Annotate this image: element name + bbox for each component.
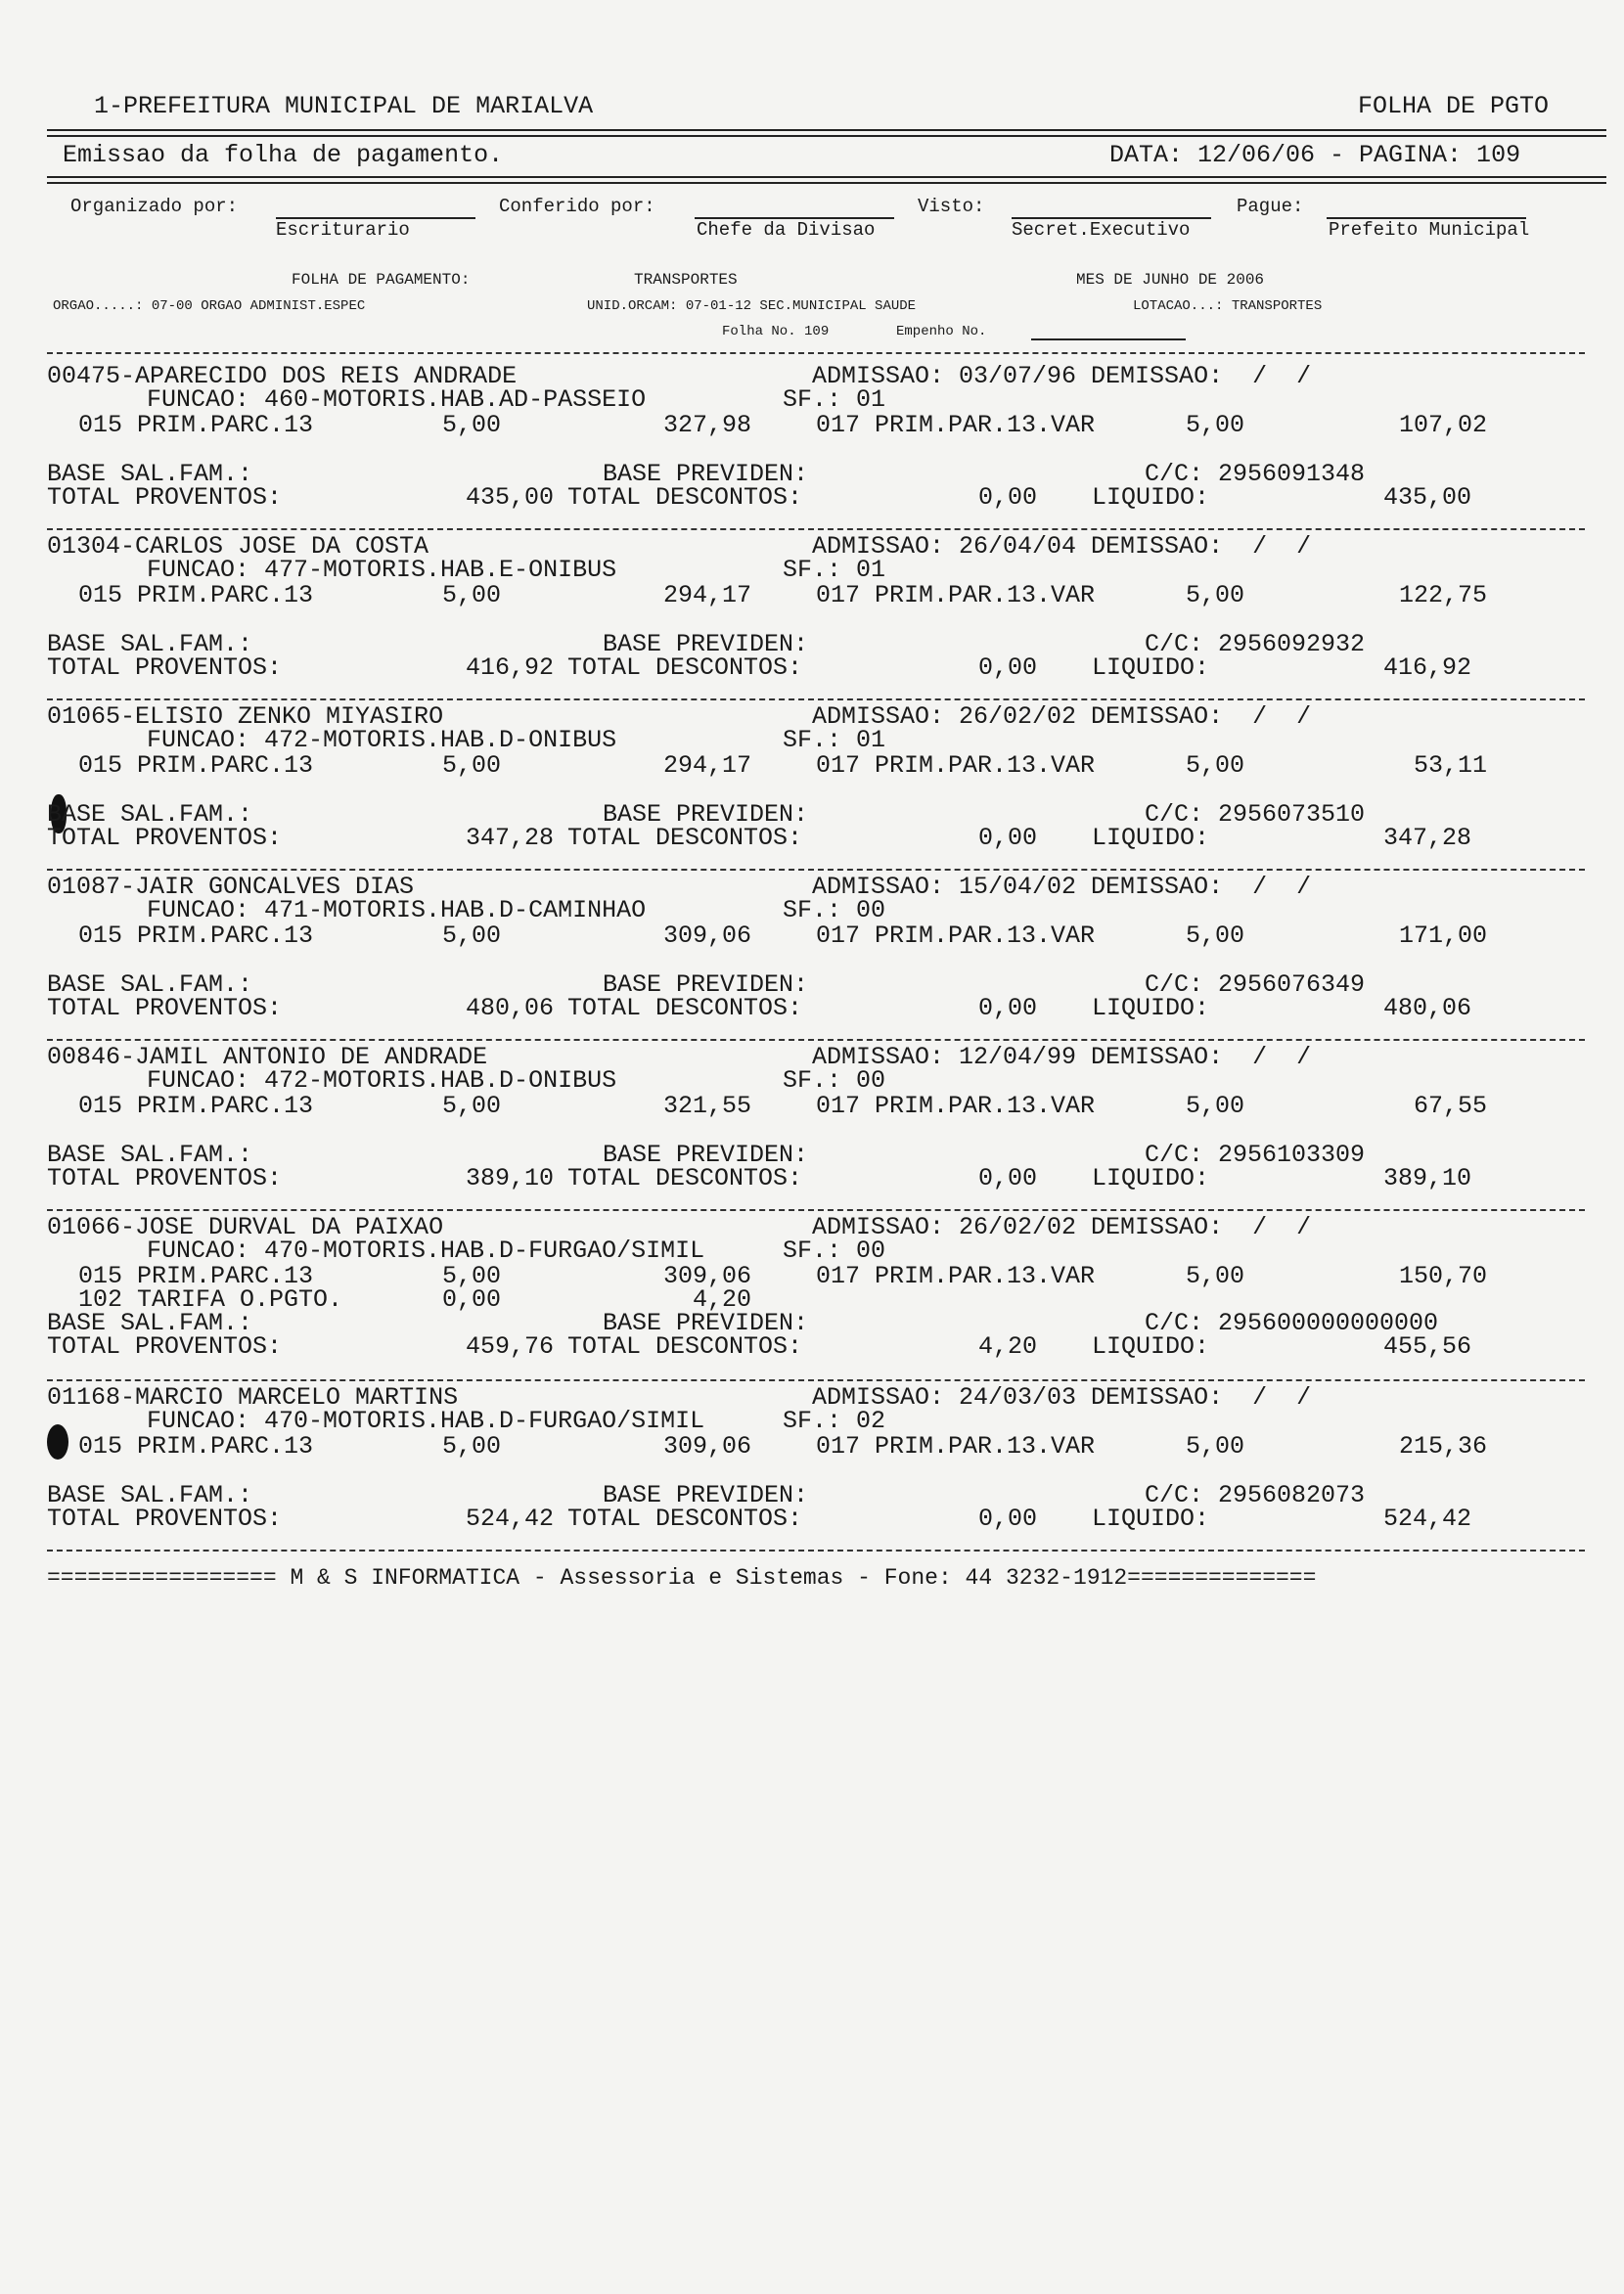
base-previden-label: BASE PREVIDEN:: [603, 1481, 809, 1509]
orgao-info: ORGAO.....: 07-00 ORGAO ADMINIST.ESPEC: [53, 298, 366, 314]
item-code: 015 PRIM.PARC.13: [78, 1262, 314, 1290]
double-rule: [47, 129, 1606, 141]
visto-label: Visto:: [918, 196, 985, 217]
footer-credit: ================= M & S INFORMATICA - Assessoria e Sistemas - Fone: 44 3232-1912==============: [47, 1565, 1317, 1591]
item-quantity: 5,00: [441, 1092, 501, 1120]
sf-info: SF.: 00: [783, 896, 886, 924]
funcao-info: FUNCAO: 472-MOTORIS.HAB.D-ONIBUS: [147, 1066, 617, 1095]
total-descontos-value: 4,20: [977, 1332, 1037, 1361]
item-code-2: 017 PRIM.PAR.13.VAR: [816, 922, 1096, 950]
date-page: DATA: 12/06/06 - PAGINA: 109: [1109, 141, 1521, 169]
page-subtitle: Emissao da folha de pagamento.: [63, 141, 504, 169]
account-number: C/C: 295600000000000: [1145, 1309, 1439, 1337]
base-previden-label: BASE PREVIDEN:: [603, 970, 809, 999]
item-code-2: 017 PRIM.PAR.13.VAR: [816, 1432, 1096, 1461]
total-proventos-label: TOTAL PROVENTOS:: [47, 653, 283, 682]
total-proventos-value: 347,28: [465, 824, 554, 852]
liquido-label: LIQUIDO:: [1092, 1332, 1210, 1361]
folha-label: FOLHA DE PAGAMENTO:: [292, 271, 471, 289]
total-descontos-label: TOTAL DESCONTOS:: [567, 1505, 803, 1533]
employee-id-name: 01065-ELISIO ZENKO MIYASIRO: [47, 702, 444, 731]
month-label: MES DE JUNHO DE 2006: [1076, 271, 1265, 289]
organizado-role: Escriturario: [276, 219, 410, 241]
base-sal-fam-label: BASE SAL.FAM.:: [47, 1481, 253, 1509]
dashed-rule: [47, 698, 1585, 700]
total-proventos-value: 416,92: [465, 653, 554, 682]
item-value: 4,20: [692, 1285, 751, 1314]
sf-info: SF.: 00: [783, 1066, 886, 1095]
admissao-info: ADMISSAO: 15/04/02 DEMISSAO: / /: [812, 873, 1312, 901]
total-descontos-value: 0,00: [977, 1505, 1037, 1533]
municipality-title: 1-PREFEITURA MUNICIPAL DE MARIALVA: [94, 92, 594, 120]
total-descontos-label: TOTAL DESCONTOS:: [567, 1164, 803, 1192]
account-number: C/C: 2956092932: [1145, 630, 1366, 658]
account-number: C/C: 2956082073: [1145, 1481, 1366, 1509]
item-value: 327,98: [662, 411, 751, 439]
total-proventos-label: TOTAL PROVENTOS:: [47, 994, 283, 1022]
account-number: C/C: 2956103309: [1145, 1141, 1366, 1169]
item-value-2: 53,11: [1413, 751, 1487, 780]
liquido-value: 435,00: [1382, 483, 1471, 512]
dashed-rule: [47, 352, 1585, 354]
admissao-info: ADMISSAO: 24/03/03 DEMISSAO: / /: [812, 1383, 1312, 1412]
total-proventos-value: 524,42: [465, 1505, 554, 1533]
item-quantity-2: 5,00: [1185, 751, 1244, 780]
total-proventos-value: 459,76: [465, 1332, 554, 1361]
item-quantity: 0,00: [441, 1285, 501, 1314]
admissao-info: ADMISSAO: 26/02/02 DEMISSAO: / /: [812, 1213, 1312, 1241]
dashed-rule: [47, 1379, 1585, 1381]
base-previden-label: BASE PREVIDEN:: [603, 800, 809, 829]
conferido-label: Conferido por:: [499, 196, 655, 217]
funcao-info: FUNCAO: 470-MOTORIS.HAB.D-FURGAO/SIMIL: [147, 1407, 705, 1435]
total-descontos-value: 0,00: [977, 1164, 1037, 1192]
item-quantity-2: 5,00: [1185, 1432, 1244, 1461]
item-quantity-2: 5,00: [1185, 411, 1244, 439]
item-value: 294,17: [662, 581, 751, 609]
item-code-2: 017 PRIM.PAR.13.VAR: [816, 411, 1096, 439]
total-proventos-value: 435,00: [465, 483, 554, 512]
item-quantity: 5,00: [441, 922, 501, 950]
base-sal-fam-label: BASE SAL.FAM.:: [47, 970, 253, 999]
item-quantity-2: 5,00: [1185, 922, 1244, 950]
sf-info: SF.: 01: [783, 556, 886, 584]
total-descontos-label: TOTAL DESCONTOS:: [567, 824, 803, 852]
total-proventos-label: TOTAL PROVENTOS:: [47, 1505, 283, 1533]
liquido-label: LIQUIDO:: [1092, 1505, 1210, 1533]
total-descontos-label: TOTAL DESCONTOS:: [567, 994, 803, 1022]
liquido-label: LIQUIDO:: [1092, 994, 1210, 1022]
dashed-rule: [47, 1550, 1585, 1552]
item-value-2: 150,70: [1398, 1262, 1487, 1290]
funcao-info: FUNCAO: 477-MOTORIS.HAB.E-ONIBUS: [147, 556, 617, 584]
total-proventos-label: TOTAL PROVENTOS:: [47, 483, 283, 512]
liquido-label: LIQUIDO:: [1092, 483, 1210, 512]
sf-info: SF.: 00: [783, 1237, 886, 1265]
conferido-role: Chefe da Divisao: [697, 219, 876, 241]
base-sal-fam-label: BASE SAL.FAM.:: [47, 630, 253, 658]
employee-id-name: 01087-JAIR GONCALVES DIAS: [47, 873, 415, 901]
item-value: 309,06: [662, 922, 751, 950]
total-descontos-value: 0,00: [977, 653, 1037, 682]
item-quantity: 5,00: [441, 581, 501, 609]
item-code: 015 PRIM.PARC.13: [78, 1092, 314, 1120]
item-quantity: 5,00: [441, 1262, 501, 1290]
item-quantity-2: 5,00: [1185, 1092, 1244, 1120]
account-number: C/C: 2956076349: [1145, 970, 1366, 999]
double-rule: [47, 176, 1606, 188]
liquido-label: LIQUIDO:: [1092, 1164, 1210, 1192]
item-quantity-2: 5,00: [1185, 1262, 1244, 1290]
sf-info: SF.: 02: [783, 1407, 886, 1435]
item-quantity: 5,00: [441, 1432, 501, 1461]
item-code-2: 017 PRIM.PAR.13.VAR: [816, 1262, 1096, 1290]
total-descontos-label: TOTAL DESCONTOS:: [567, 483, 803, 512]
item-code-2: 017 PRIM.PAR.13.VAR: [816, 751, 1096, 780]
total-proventos-value: 480,06: [465, 994, 554, 1022]
ink-blot: [47, 1424, 68, 1460]
item-value: 294,17: [662, 751, 751, 780]
item-value-2: 215,36: [1398, 1432, 1487, 1461]
total-descontos-value: 0,00: [977, 824, 1037, 852]
total-proventos-label: TOTAL PROVENTOS:: [47, 1164, 283, 1192]
empenho-line: [1031, 338, 1186, 340]
base-sal-fam-label: BASE SAL.FAM.:: [47, 1141, 253, 1169]
admissao-info: ADMISSAO: 26/04/04 DEMISSAO: / /: [812, 532, 1312, 561]
item-quantity: 5,00: [441, 411, 501, 439]
item-value-2: 171,00: [1398, 922, 1487, 950]
item-quantity-2: 5,00: [1185, 581, 1244, 609]
document-type: FOLHA DE PGTO: [1358, 92, 1550, 120]
liquido-label: LIQUIDO:: [1092, 824, 1210, 852]
employee-id-name: 01168-MARCIO MARCELO MARTINS: [47, 1383, 459, 1412]
item-value-2: 122,75: [1398, 581, 1487, 609]
total-descontos-label: TOTAL DESCONTOS:: [567, 1332, 803, 1361]
sf-info: SF.: 01: [783, 726, 886, 754]
dashed-rule: [47, 869, 1585, 871]
dashed-rule: [47, 1209, 1585, 1211]
folha-value: TRANSPORTES: [634, 271, 738, 289]
funcao-info: FUNCAO: 460-MOTORIS.HAB.AD-PASSEIO: [147, 385, 647, 414]
employee-id-name: 01066-JOSE DURVAL DA PAIXAO: [47, 1213, 444, 1241]
total-descontos-label: TOTAL DESCONTOS:: [567, 653, 803, 682]
base-previden-label: BASE PREVIDEN:: [603, 1141, 809, 1169]
liquido-value: 347,28: [1382, 824, 1471, 852]
base-previden-label: BASE PREVIDEN:: [603, 460, 809, 488]
account-number: C/C: 2956073510: [1145, 800, 1366, 829]
total-proventos-label: TOTAL PROVENTOS:: [47, 824, 283, 852]
employee-id-name: 01304-CARLOS JOSE DA COSTA: [47, 532, 429, 561]
item-code: 015 PRIM.PARC.13: [78, 411, 314, 439]
liquido-value: 416,92: [1382, 653, 1471, 682]
base-previden-label: BASE PREVIDEN:: [603, 630, 809, 658]
total-proventos-label: TOTAL PROVENTOS:: [47, 1332, 283, 1361]
admissao-info: ADMISSAO: 26/02/02 DEMISSAO: / /: [812, 702, 1312, 731]
dashed-rule: [47, 528, 1585, 530]
item-code: 102 TARIFA O.PGTO.: [78, 1285, 343, 1314]
unid-info: UNID.ORCAM: 07-01-12 SEC.MUNICIPAL SAUDE: [587, 298, 917, 314]
visto-role: Secret.Executivo: [1012, 219, 1191, 241]
base-sal-fam-label: BASE SAL.FAM.:: [47, 460, 253, 488]
liquido-value: 455,56: [1382, 1332, 1471, 1361]
liquido-value: 524,42: [1382, 1505, 1471, 1533]
funcao-info: FUNCAO: 472-MOTORIS.HAB.D-ONIBUS: [147, 726, 617, 754]
base-sal-fam-label: BASE SAL.FAM.:: [47, 800, 253, 829]
liquido-value: 389,10: [1382, 1164, 1471, 1192]
employee-id-name: 00475-APARECIDO DOS REIS ANDRADE: [47, 362, 518, 390]
total-proventos-value: 389,10: [465, 1164, 554, 1192]
item-value-2: 107,02: [1398, 411, 1487, 439]
dashed-rule: [47, 1039, 1585, 1041]
item-quantity: 5,00: [441, 751, 501, 780]
account-number: C/C: 2956091348: [1145, 460, 1366, 488]
liquido-label: LIQUIDO:: [1092, 653, 1210, 682]
total-descontos-value: 0,00: [977, 994, 1037, 1022]
item-value: 321,55: [662, 1092, 751, 1120]
folha-number: Folha No. 109: [722, 324, 830, 339]
funcao-info: FUNCAO: 471-MOTORIS.HAB.D-CAMINHAO: [147, 896, 647, 924]
total-descontos-value: 0,00: [977, 483, 1037, 512]
base-previden-label: BASE PREVIDEN:: [603, 1309, 809, 1337]
item-value-2: 67,55: [1413, 1092, 1487, 1120]
item-code: 015 PRIM.PARC.13: [78, 581, 314, 609]
sf-info: SF.: 01: [783, 385, 886, 414]
item-code: 015 PRIM.PARC.13: [78, 1432, 314, 1461]
item-value: 309,06: [662, 1432, 751, 1461]
pague-label: Pague:: [1237, 196, 1304, 217]
admissao-info: ADMISSAO: 12/04/99 DEMISSAO: / /: [812, 1043, 1312, 1071]
funcao-info: FUNCAO: 470-MOTORIS.HAB.D-FURGAO/SIMIL: [147, 1237, 705, 1265]
liquido-value: 480,06: [1382, 994, 1471, 1022]
pague-role: Prefeito Municipal: [1329, 219, 1530, 241]
item-code: 015 PRIM.PARC.13: [78, 922, 314, 950]
item-code: 015 PRIM.PARC.13: [78, 751, 314, 780]
item-code-2: 017 PRIM.PAR.13.VAR: [816, 581, 1096, 609]
base-sal-fam-label: BASE SAL.FAM.:: [47, 1309, 253, 1337]
item-code-2: 017 PRIM.PAR.13.VAR: [816, 1092, 1096, 1120]
lotacao-info: LOTACAO...: TRANSPORTES: [1133, 298, 1323, 314]
item-value: 309,06: [662, 1262, 751, 1290]
organizado-label: Organizado por:: [70, 196, 239, 217]
empenho-label: Empenho No.: [896, 324, 987, 339]
employee-id-name: 00846-JAMIL ANTONIO DE ANDRADE: [47, 1043, 488, 1071]
admissao-info: ADMISSAO: 03/07/96 DEMISSAO: / /: [812, 362, 1312, 390]
